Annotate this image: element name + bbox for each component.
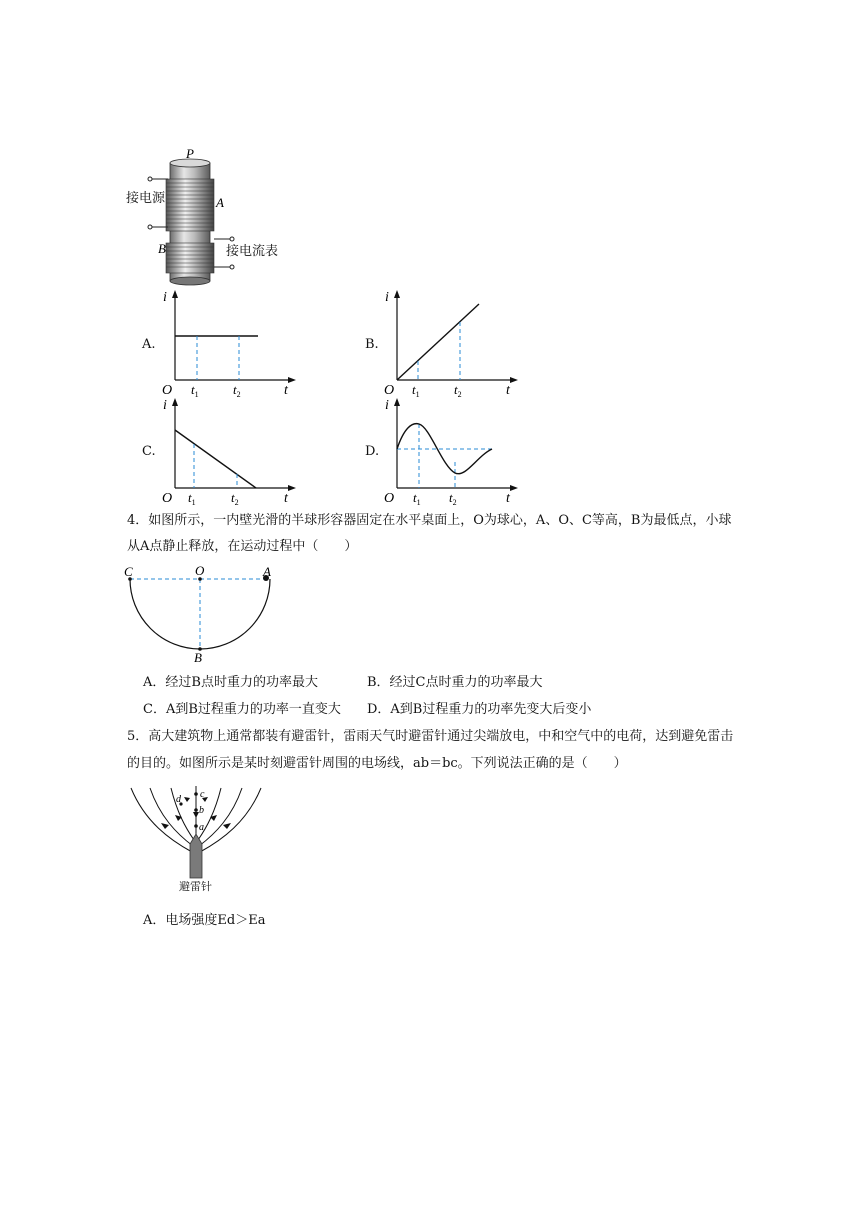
- option-c-label: C.: [142, 444, 156, 459]
- q4-option-a: A．经过B点时重力的功率最大: [143, 675, 318, 690]
- q5-option-a-text: A．电场强度Ed＞Ea: [143, 913, 266, 928]
- q5-line1: 5．高大建筑物上通常都装有避雷针，雷雨天气时避雷针通过尖端放电，中和空气中的电荷，达到避免雷击: [127, 729, 734, 744]
- graph-b: [382, 288, 522, 398]
- hemisphere-figure: [118, 562, 283, 664]
- lower-winding: [166, 243, 214, 273]
- fig-label-a: A: [263, 564, 271, 579]
- fig-label-c: C: [124, 564, 133, 579]
- graph-d-t2: $t_2$: [449, 490, 457, 506]
- graph-d-i: i: [385, 398, 389, 413]
- graph-a: [160, 288, 300, 398]
- graph-c: [160, 396, 300, 506]
- graph-a-i: i: [163, 290, 167, 305]
- graph-a-t: t: [284, 383, 288, 398]
- graph-b-i: i: [385, 290, 389, 305]
- option-b-label: B.: [365, 337, 379, 352]
- coil-figure: [110, 145, 310, 290]
- graph-c-t: t: [284, 491, 288, 506]
- graph-d-t: t: [506, 491, 510, 506]
- fig-label-d: d: [176, 794, 181, 805]
- option-d-label: D.: [365, 444, 380, 459]
- fig-label-b: B: [194, 650, 202, 664]
- coil-label-a: A: [216, 195, 224, 210]
- coil-power-label: 接电源: [126, 191, 166, 206]
- graph-a-t2: $t_2$: [233, 382, 241, 398]
- upper-winding: [166, 179, 214, 231]
- coil-ammeter-label: 接电流表: [226, 244, 279, 259]
- q5-line2: 的目的。如图所示是某时刻避雷针周围的电场线，ab＝bc。下列说法正确的是（ ）: [127, 756, 627, 771]
- graph-c-curve: [175, 430, 256, 488]
- graph-b-o: O: [384, 383, 395, 398]
- graph-c-t2: $t_2$: [231, 490, 239, 506]
- graph-d-o: O: [384, 491, 395, 506]
- fig-label-a-small: a: [199, 822, 204, 833]
- graph-d-t1: $t_1$: [413, 490, 421, 506]
- fig-label-b-small: b: [199, 805, 204, 816]
- graph-b-t: t: [506, 383, 510, 398]
- graph-b-curve: [397, 304, 479, 380]
- q4-option-c: C．A到B过程重力的功率一直变大: [143, 702, 341, 717]
- option-a-label: A.: [142, 337, 156, 352]
- graph-b-t2: $t_2$: [454, 382, 462, 398]
- graph-c-i: i: [163, 398, 167, 413]
- q4-option-b: B．经过C点时重力的功率最大: [367, 675, 543, 690]
- q4-option-d: D．A到B过程重力的功率先变大后变小: [367, 702, 592, 717]
- q4-line1: 4．如图所示，一内壁光滑的半球形容器固定在水平桌面上，O为球心，A、O、C等高，B为最低点，小球: [127, 513, 732, 528]
- rod-label: 避雷针: [179, 880, 212, 893]
- graph-a-t1: $t_1$: [191, 382, 199, 398]
- coil-label-p: P: [186, 146, 194, 161]
- graph-d: [382, 396, 522, 506]
- lightning-rod: [190, 834, 202, 878]
- graph-b-t1: $t_1$: [412, 382, 420, 398]
- coil-label-b: B: [158, 241, 166, 256]
- graph-c-t1: $t_1$: [188, 490, 196, 506]
- graph-c-o: O: [162, 491, 173, 506]
- q4-line2: 从A点静止释放，在运动过程中（ ）: [127, 539, 358, 554]
- fig-label-c-small: c: [200, 789, 205, 800]
- q5-option-a: [143, 912, 265, 930]
- fig-label-o: O: [195, 563, 205, 578]
- graph-a-o: O: [162, 383, 173, 398]
